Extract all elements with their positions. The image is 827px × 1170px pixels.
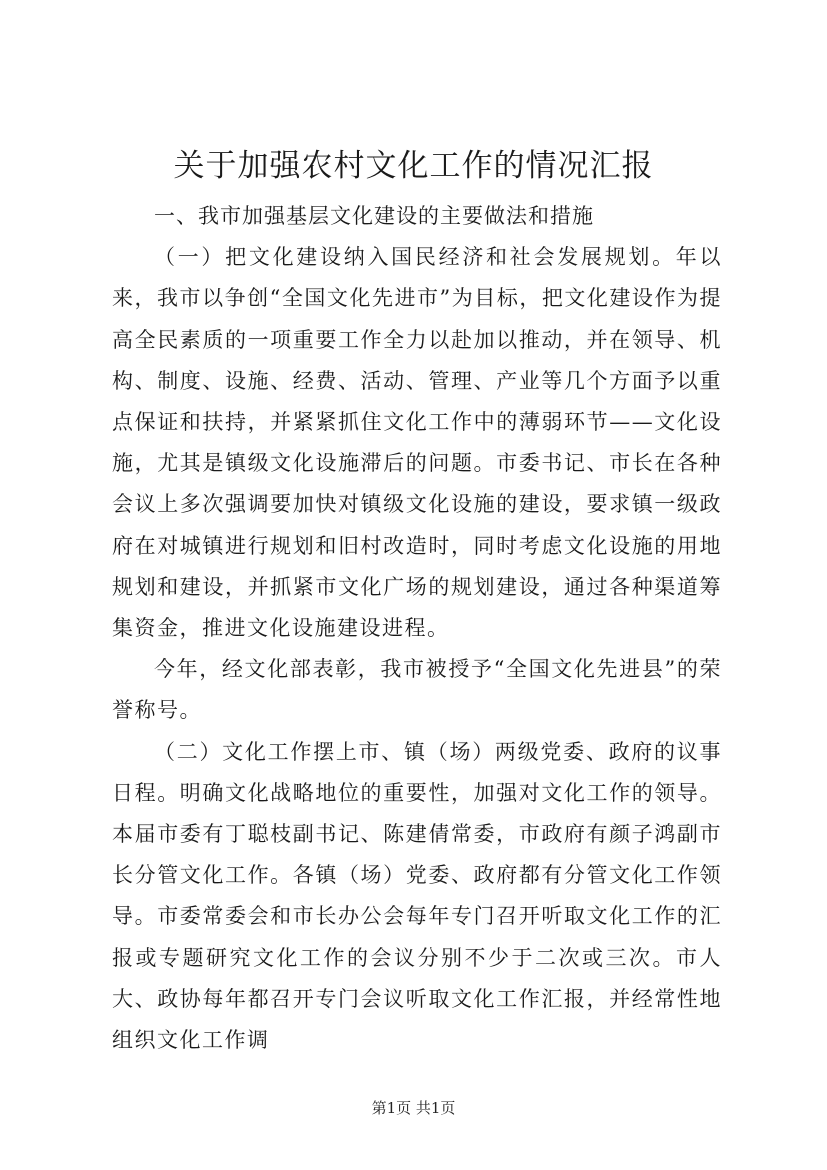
document-title: 关于加强农村文化工作的情况汇报 <box>173 148 654 184</box>
page-footer: 第1页 共1页 <box>371 1099 456 1117</box>
section-heading: 一、我市加强基层文化建设的主要做法和措施 <box>154 204 594 228</box>
paragraph: （一）把文化建设纳入国民经济和社会发展规划。年以来，我市以争创“全国文化先进市”为目标，把文化建设作为提高全民素质的一项重要工作全力以赴加以推动，并在领导、机构、制度、设施、经费、活动、管理、产业等几个方面予以重点保证和扶持，并紧紧抓住文化工作中的薄弱环节——文化设施，尤其是镇级文化设施滞后的问题。市委书记、市长在各种会议上多次强调要加快对镇级文化设施的建设，要求镇一级政府在对城镇进行规划和旧村改造时，同时考虑文化设施的用地规划和建设，并抓紧市文化广场的规划建设，通过各种渠道筹集资金，推进文化设施建设进程。 <box>112 245 722 641</box>
document-body <box>112 196 722 1061</box>
paragraph: 今年，经文化部表彰，我市被授予“全国文化先进县”的荣誉称号。 <box>112 657 722 723</box>
paragraph: （二）文化工作摆上市、镇（场）两级党委、政府的议事日程。明确文化战略地位的重要性，加强对文化工作的领导。本届市委有丁聪枝副书记、陈建倩常委，市政府有颜子鸿副市长分管文化工作。各镇（场）党委、政府都有分管文化工作领导。市委常委会和市长办公会每年专门召开听取文化工作的汇报或专题研究文化工作的会议分别不少于二次或三次。市人大、政协每年都召开专门会议听取文化工作汇报，并经常性地组织文化工作调 <box>112 739 722 1053</box>
